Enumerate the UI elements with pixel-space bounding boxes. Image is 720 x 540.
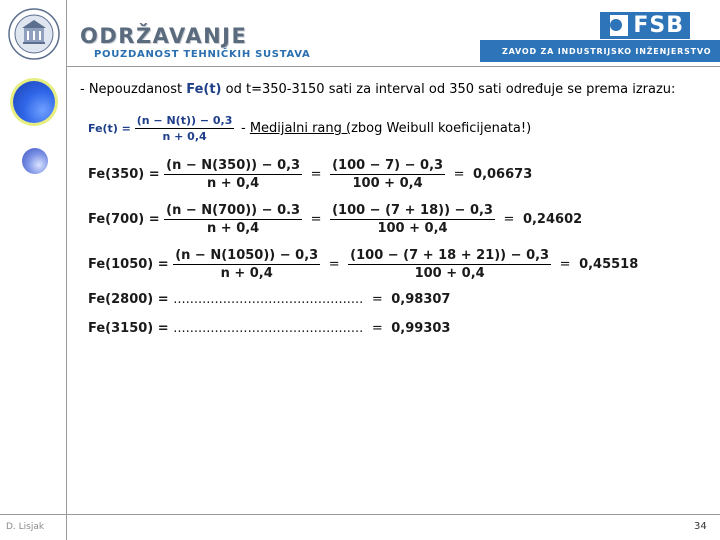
note-underlined: Medijalni rang ( — [249, 121, 352, 136]
calc-lhs: Fe(2800) = — [88, 292, 169, 307]
equals-sign: = — [371, 292, 383, 307]
intro-text-post: od t=350-3150 sati za interval od 350 sati određuje se prema izrazu: — [221, 82, 676, 97]
calc-result: 0,98307 — [391, 292, 451, 307]
equals-sign: = — [310, 212, 322, 227]
equals-sign: = — [310, 167, 322, 182]
fsb-logo — [600, 12, 690, 39]
formula-def-numerator: (n − N(t)) − 0,3 — [136, 114, 233, 127]
calc-row-1050 — [88, 248, 638, 281]
author-name: D. Lisjak — [6, 522, 45, 532]
footer-divider — [0, 514, 720, 515]
formula-def-lhs: Fe(t) = — [88, 122, 131, 135]
note-rest: zbog Weibull koeficijenata!) — [351, 121, 532, 136]
calc-row-3150 — [88, 321, 450, 336]
left-divider — [66, 0, 67, 540]
calc-denominator: 100 + 0,4 — [352, 176, 423, 191]
intro-fe-symbol: Fe(t) — [186, 82, 222, 97]
equals-sign: = — [328, 257, 340, 272]
calc-fraction-numeric — [330, 203, 495, 236]
calc-numerator: (n − N(350)) − 0,3 — [166, 158, 301, 173]
intro-text — [80, 82, 675, 97]
intro-text-pre: - Nepouzdanost — [80, 82, 187, 97]
equals-sign: = — [371, 321, 383, 336]
equals-sign: = — [559, 257, 571, 272]
decorative-sphere-large — [13, 81, 55, 123]
calc-result: 0,24602 — [522, 212, 583, 227]
calc-dots: .............................................. — [173, 292, 364, 307]
header-divider — [66, 66, 720, 67]
calc-numerator: (100 − (7 + 18 + 21)) − 0,3 — [350, 248, 550, 263]
formula-def-fraction — [135, 114, 235, 143]
fsb-emblem-icon — [602, 12, 630, 39]
calc-denominator: n + 0,4 — [220, 266, 273, 281]
calc-denominator: n + 0,4 — [207, 176, 260, 191]
decorative-sphere-small — [22, 148, 48, 174]
calc-denominator: 100 + 0,4 — [414, 266, 485, 281]
calc-row-700 — [88, 203, 582, 236]
calc-fraction-symbolic — [164, 203, 302, 236]
formula-definition — [88, 114, 234, 143]
page-number: 34 — [694, 521, 707, 532]
calc-lhs: Fe(1050) = — [88, 257, 169, 272]
calc-row-2800 — [88, 292, 450, 307]
calc-fraction-numeric — [330, 158, 445, 191]
calc-lhs: Fe(350) = — [88, 167, 160, 182]
equals-sign: = — [453, 167, 465, 182]
institute-name: ZAVOD ZA INDUSTRIJSKO INŽENJERSTVO — [502, 47, 712, 56]
calc-lhs: Fe(3150) = — [88, 321, 169, 336]
equals-sign: = — [503, 212, 515, 227]
calc-fraction-symbolic — [173, 248, 320, 281]
calc-lhs: Fe(700) = — [88, 212, 160, 227]
calc-numerator: (n − N(1050)) − 0,3 — [175, 248, 319, 263]
course-subtitle: POUZDANOST TEHNIČKIH SUSTAVA — [94, 49, 311, 60]
note-dash: - — [241, 121, 250, 136]
fsb-logo-text: FSB — [633, 13, 684, 38]
calc-fraction-numeric — [348, 248, 551, 281]
calc-result: 0,06673 — [473, 167, 533, 182]
calc-row-350 — [88, 158, 532, 191]
calc-result: 0,99303 — [391, 321, 451, 336]
calc-numerator: (n − N(700)) − 0.3 — [166, 203, 301, 218]
calc-numerator: (100 − 7) − 0,3 — [332, 158, 444, 173]
calc-result: 0,45518 — [579, 257, 639, 272]
university-seal-icon — [8, 8, 60, 60]
formula-def-denominator: n + 0,4 — [162, 130, 207, 143]
calc-denominator: 100 + 0,4 — [377, 221, 448, 236]
calc-fraction-symbolic — [164, 158, 302, 191]
page-title: ODRŽAVANJE — [80, 24, 248, 48]
calc-dots: .............................................. — [173, 321, 364, 336]
calc-denominator: n + 0,4 — [207, 221, 260, 236]
calc-numerator: (100 − (7 + 18)) − 0,3 — [332, 203, 493, 218]
median-rank-note — [241, 121, 531, 136]
